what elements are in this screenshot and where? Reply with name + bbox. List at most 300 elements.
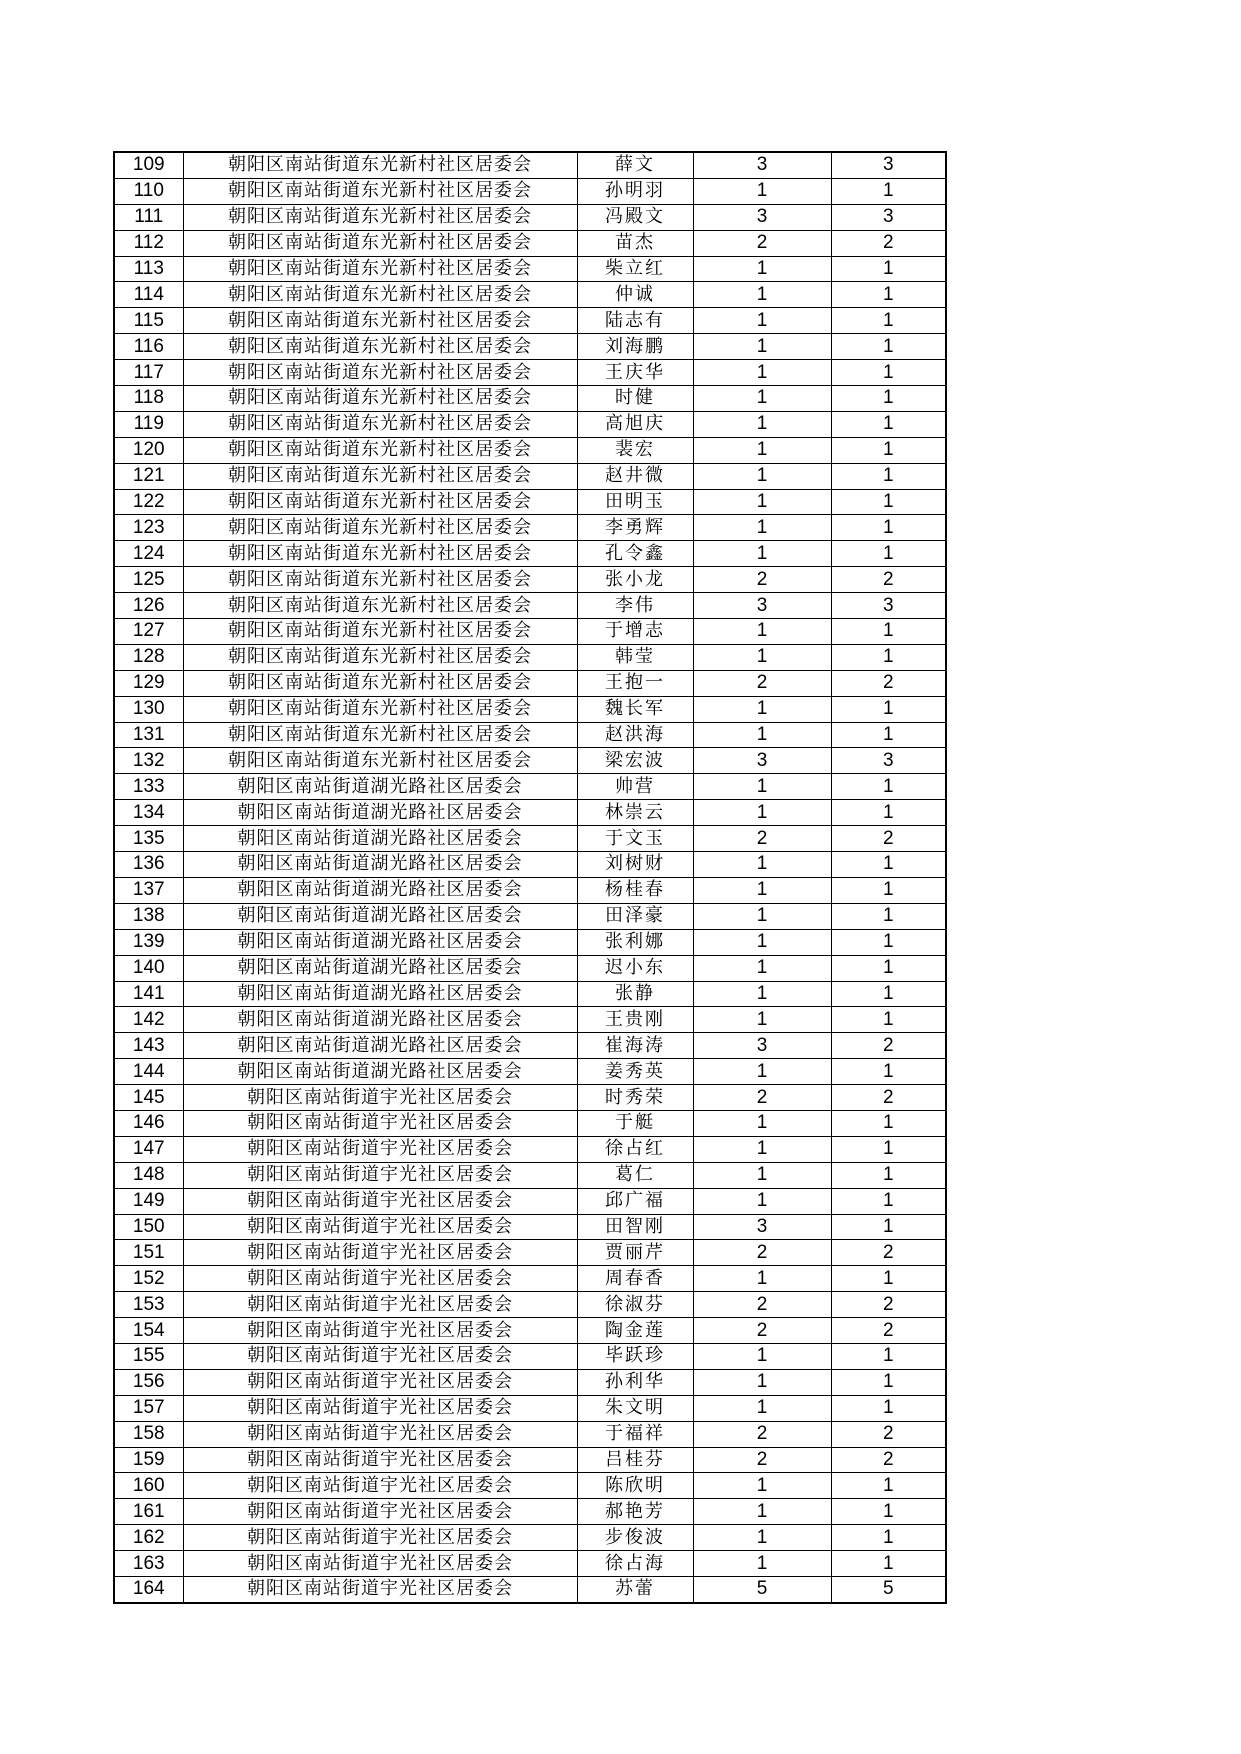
count-cell-b: 1 (831, 1188, 946, 1214)
row-number-cell: 145 (114, 1085, 183, 1111)
table-row (114, 800, 946, 826)
row-number-cell: 159 (114, 1447, 183, 1473)
count-cell-a: 1 (693, 541, 831, 567)
person-name-cell: 李伟 (577, 593, 693, 619)
person-name-cell: 葛仁 (577, 1162, 693, 1188)
table-row (114, 722, 946, 748)
table-row (114, 567, 946, 593)
organization-cell: 朝阳区南站街道东光新村社区居委会 (183, 722, 577, 748)
row-number-cell: 152 (114, 1266, 183, 1292)
count-cell-b: 1 (831, 1059, 946, 1085)
row-number-cell: 114 (114, 282, 183, 308)
person-name-cell: 徐占红 (577, 1136, 693, 1162)
count-cell-a: 1 (693, 1007, 831, 1033)
table-row (114, 1473, 946, 1499)
table-row (114, 929, 946, 955)
row-number-cell: 155 (114, 1343, 183, 1369)
count-cell-a: 1 (693, 1525, 831, 1551)
table-row (114, 955, 946, 981)
count-cell-a: 1 (693, 1343, 831, 1369)
person-name-cell: 冯殿文 (577, 204, 693, 230)
count-cell-a: 1 (693, 1188, 831, 1214)
count-cell-a: 1 (693, 955, 831, 981)
person-name-cell: 时健 (577, 386, 693, 412)
row-number-cell: 158 (114, 1421, 183, 1447)
count-cell-b: 2 (831, 1292, 946, 1318)
count-cell-a: 1 (693, 515, 831, 541)
row-number-cell: 153 (114, 1292, 183, 1318)
person-name-cell: 苗杰 (577, 230, 693, 256)
organization-cell: 朝阳区南站街道宇光社区居委会 (183, 1110, 577, 1136)
person-name-cell: 苏蕾 (577, 1576, 693, 1602)
person-name-cell: 周春香 (577, 1266, 693, 1292)
row-number-cell: 113 (114, 256, 183, 282)
row-number-cell: 111 (114, 204, 183, 230)
table-row (114, 1551, 946, 1577)
row-number-cell: 163 (114, 1551, 183, 1577)
row-number-cell: 123 (114, 515, 183, 541)
table-row (114, 1318, 946, 1344)
table-row (114, 1369, 946, 1395)
count-cell-a: 1 (693, 1266, 831, 1292)
row-number-cell: 143 (114, 1033, 183, 1059)
count-cell-a: 2 (693, 1240, 831, 1266)
table-row (114, 981, 946, 1007)
organization-cell: 朝阳区南站街道东光新村社区居委会 (183, 411, 577, 437)
count-cell-a: 1 (693, 282, 831, 308)
count-cell-b: 1 (831, 437, 946, 463)
person-name-cell: 步俊波 (577, 1525, 693, 1551)
count-cell-a: 1 (693, 852, 831, 878)
organization-cell: 朝阳区南站街道宇光社区居委会 (183, 1136, 577, 1162)
row-number-cell: 122 (114, 489, 183, 515)
count-cell-b: 1 (831, 178, 946, 204)
table-row (114, 1447, 946, 1473)
count-cell-a: 1 (693, 360, 831, 386)
table-row (114, 852, 946, 878)
count-cell-b: 2 (831, 670, 946, 696)
count-cell-b: 2 (831, 567, 946, 593)
person-name-cell: 陆志有 (577, 308, 693, 334)
person-name-cell: 时秀荣 (577, 1085, 693, 1111)
count-cell-b: 1 (831, 334, 946, 360)
count-cell-a: 1 (693, 1551, 831, 1577)
organization-cell: 朝阳区南站街道东光新村社区居委会 (183, 178, 577, 204)
count-cell-a: 1 (693, 1369, 831, 1395)
table-row (114, 1110, 946, 1136)
count-cell-a: 1 (693, 1110, 831, 1136)
person-name-cell: 朱文明 (577, 1395, 693, 1421)
organization-cell: 朝阳区南站街道宇光社区居委会 (183, 1318, 577, 1344)
organization-cell: 朝阳区南站街道东光新村社区居委会 (183, 619, 577, 645)
row-number-cell: 164 (114, 1576, 183, 1602)
row-number-cell: 135 (114, 826, 183, 852)
count-cell-b: 1 (831, 1551, 946, 1577)
count-cell-b: 1 (831, 774, 946, 800)
count-cell-a: 3 (693, 1033, 831, 1059)
table-row (114, 1395, 946, 1421)
organization-cell: 朝阳区南站街道湖光路社区居委会 (183, 981, 577, 1007)
table-row (114, 903, 946, 929)
count-cell-b: 1 (831, 1473, 946, 1499)
count-cell-a: 3 (693, 204, 831, 230)
organization-cell: 朝阳区南站街道东光新村社区居委会 (183, 567, 577, 593)
person-name-cell: 韩莹 (577, 644, 693, 670)
organization-cell: 朝阳区南站街道东光新村社区居委会 (183, 360, 577, 386)
person-name-cell: 刘海鹏 (577, 334, 693, 360)
table-row (114, 152, 946, 178)
row-number-cell: 137 (114, 877, 183, 903)
organization-cell: 朝阳区南站街道宇光社区居委会 (183, 1576, 577, 1602)
organization-cell: 朝阳区南站街道湖光路社区居委会 (183, 1059, 577, 1085)
count-cell-a: 3 (693, 593, 831, 619)
organization-cell: 朝阳区南站街道宇光社区居委会 (183, 1266, 577, 1292)
count-cell-a: 2 (693, 1085, 831, 1111)
organization-cell: 朝阳区南站街道宇光社区居委会 (183, 1214, 577, 1240)
person-name-cell: 田智刚 (577, 1214, 693, 1240)
person-name-cell: 于增志 (577, 619, 693, 645)
organization-cell: 朝阳区南站街道东光新村社区居委会 (183, 204, 577, 230)
row-number-cell: 126 (114, 593, 183, 619)
person-name-cell: 邱广福 (577, 1188, 693, 1214)
organization-cell: 朝阳区南站街道宇光社区居委会 (183, 1395, 577, 1421)
row-number-cell: 132 (114, 748, 183, 774)
table-row (114, 670, 946, 696)
count-cell-a: 1 (693, 489, 831, 515)
table-row (114, 1007, 946, 1033)
count-cell-b: 1 (831, 1266, 946, 1292)
row-number-cell: 109 (114, 152, 183, 178)
row-number-cell: 162 (114, 1525, 183, 1551)
count-cell-a: 1 (693, 929, 831, 955)
table-row (114, 877, 946, 903)
table-row (114, 1059, 946, 1085)
count-cell-b: 1 (831, 1343, 946, 1369)
organization-cell: 朝阳区南站街道东光新村社区居委会 (183, 644, 577, 670)
count-cell-b: 1 (831, 1110, 946, 1136)
row-number-cell: 115 (114, 308, 183, 334)
count-cell-b: 1 (831, 800, 946, 826)
organization-cell: 朝阳区南站街道宇光社区居委会 (183, 1240, 577, 1266)
organization-cell: 朝阳区南站街道东光新村社区居委会 (183, 230, 577, 256)
table-row (114, 1136, 946, 1162)
count-cell-b: 1 (831, 1499, 946, 1525)
person-name-cell: 薛文 (577, 152, 693, 178)
organization-cell: 朝阳区南站街道宇光社区居委会 (183, 1499, 577, 1525)
table-row (114, 619, 946, 645)
person-name-cell: 于艇 (577, 1110, 693, 1136)
count-cell-a: 2 (693, 826, 831, 852)
row-number-cell: 125 (114, 567, 183, 593)
person-name-cell: 裴宏 (577, 437, 693, 463)
organization-cell: 朝阳区南站街道宇光社区居委会 (183, 1421, 577, 1447)
row-number-cell: 146 (114, 1110, 183, 1136)
table-row (114, 463, 946, 489)
organization-cell: 朝阳区南站街道东光新村社区居委会 (183, 670, 577, 696)
person-name-cell: 张小龙 (577, 567, 693, 593)
count-cell-b: 1 (831, 282, 946, 308)
table-row (114, 1576, 946, 1602)
person-name-cell: 孙明羽 (577, 178, 693, 204)
count-cell-b: 1 (831, 386, 946, 412)
row-number-cell: 157 (114, 1395, 183, 1421)
count-cell-a: 1 (693, 437, 831, 463)
count-cell-b: 3 (831, 204, 946, 230)
organization-cell: 朝阳区南站街道宇光社区居委会 (183, 1188, 577, 1214)
table-row (114, 541, 946, 567)
person-name-cell: 徐占海 (577, 1551, 693, 1577)
table-row (114, 774, 946, 800)
organization-cell: 朝阳区南站街道宇光社区居委会 (183, 1343, 577, 1369)
table-row (114, 1033, 946, 1059)
organization-cell: 朝阳区南站街道湖光路社区居委会 (183, 877, 577, 903)
person-name-cell: 赵井微 (577, 463, 693, 489)
person-name-cell: 孔令鑫 (577, 541, 693, 567)
row-number-cell: 142 (114, 1007, 183, 1033)
count-cell-b: 1 (831, 1214, 946, 1240)
count-cell-a: 3 (693, 1214, 831, 1240)
table-body (114, 152, 946, 1603)
count-cell-b: 2 (831, 1033, 946, 1059)
organization-cell: 朝阳区南站街道湖光路社区居委会 (183, 826, 577, 852)
count-cell-a: 1 (693, 774, 831, 800)
count-cell-b: 3 (831, 748, 946, 774)
count-cell-a: 5 (693, 1576, 831, 1602)
row-number-cell: 154 (114, 1318, 183, 1344)
count-cell-b: 1 (831, 696, 946, 722)
table-row (114, 256, 946, 282)
table-row (114, 696, 946, 722)
table-row (114, 593, 946, 619)
count-cell-a: 1 (693, 696, 831, 722)
person-name-cell: 孙利华 (577, 1369, 693, 1395)
count-cell-a: 1 (693, 411, 831, 437)
organization-cell: 朝阳区南站街道湖光路社区居委会 (183, 929, 577, 955)
organization-cell: 朝阳区南站街道湖光路社区居委会 (183, 1007, 577, 1033)
organization-cell: 朝阳区南站街道宇光社区居委会 (183, 1551, 577, 1577)
organization-cell: 朝阳区南站街道湖光路社区居委会 (183, 800, 577, 826)
row-number-cell: 149 (114, 1188, 183, 1214)
person-name-cell: 田明玉 (577, 489, 693, 515)
organization-cell: 朝阳区南站街道湖光路社区居委会 (183, 852, 577, 878)
row-number-cell: 140 (114, 955, 183, 981)
row-number-cell: 110 (114, 178, 183, 204)
count-cell-b: 1 (831, 463, 946, 489)
row-number-cell: 138 (114, 903, 183, 929)
row-number-cell: 150 (114, 1214, 183, 1240)
count-cell-a: 1 (693, 1473, 831, 1499)
count-cell-b: 2 (831, 1421, 946, 1447)
person-name-cell: 李勇辉 (577, 515, 693, 541)
count-cell-b: 3 (831, 152, 946, 178)
person-name-cell: 赵洪海 (577, 722, 693, 748)
table-row (114, 204, 946, 230)
person-name-cell: 帅营 (577, 774, 693, 800)
count-cell-a: 1 (693, 463, 831, 489)
count-cell-a: 1 (693, 619, 831, 645)
count-cell-a: 1 (693, 1162, 831, 1188)
count-cell-a: 3 (693, 152, 831, 178)
count-cell-a: 1 (693, 1136, 831, 1162)
row-number-cell: 112 (114, 230, 183, 256)
organization-cell: 朝阳区南站街道东光新村社区居委会 (183, 308, 577, 334)
person-name-cell: 吕桂芬 (577, 1447, 693, 1473)
organization-cell: 朝阳区南站街道东光新村社区居委会 (183, 593, 577, 619)
person-name-cell: 仲诚 (577, 282, 693, 308)
person-name-cell: 陶金莲 (577, 1318, 693, 1344)
count-cell-b: 2 (831, 1085, 946, 1111)
count-cell-b: 1 (831, 1369, 946, 1395)
person-name-cell: 郝艳芳 (577, 1499, 693, 1525)
count-cell-b: 1 (831, 644, 946, 670)
person-name-cell: 高旭庆 (577, 411, 693, 437)
row-number-cell: 124 (114, 541, 183, 567)
count-cell-b: 1 (831, 1007, 946, 1033)
count-cell-a: 1 (693, 800, 831, 826)
person-name-cell: 贾丽芹 (577, 1240, 693, 1266)
row-number-cell: 161 (114, 1499, 183, 1525)
table-row (114, 1266, 946, 1292)
table-row (114, 748, 946, 774)
table-row (114, 282, 946, 308)
person-name-cell: 张利娜 (577, 929, 693, 955)
count-cell-b: 1 (831, 411, 946, 437)
count-cell-b: 2 (831, 1240, 946, 1266)
organization-cell: 朝阳区南站街道宇光社区居委会 (183, 1162, 577, 1188)
row-number-cell: 141 (114, 981, 183, 1007)
organization-cell: 朝阳区南站街道宇光社区居委会 (183, 1292, 577, 1318)
table-row (114, 334, 946, 360)
count-cell-b: 1 (831, 1162, 946, 1188)
data-table (113, 151, 947, 1604)
organization-cell: 朝阳区南站街道东光新村社区居委会 (183, 463, 577, 489)
table-row (114, 308, 946, 334)
table-row (114, 1525, 946, 1551)
count-cell-a: 1 (693, 1395, 831, 1421)
organization-cell: 朝阳区南站街道东光新村社区居委会 (183, 696, 577, 722)
organization-cell: 朝阳区南站街道东光新村社区居委会 (183, 748, 577, 774)
count-cell-a: 1 (693, 903, 831, 929)
count-cell-a: 2 (693, 1292, 831, 1318)
table-row (114, 515, 946, 541)
person-name-cell: 徐淑芬 (577, 1292, 693, 1318)
organization-cell: 朝阳区南站街道宇光社区居委会 (183, 1369, 577, 1395)
table-row (114, 1162, 946, 1188)
organization-cell: 朝阳区南站街道宇光社区居委会 (183, 1473, 577, 1499)
row-number-cell: 121 (114, 463, 183, 489)
count-cell-b: 1 (831, 981, 946, 1007)
count-cell-b: 1 (831, 1525, 946, 1551)
count-cell-b: 1 (831, 877, 946, 903)
count-cell-b: 1 (831, 619, 946, 645)
count-cell-a: 1 (693, 308, 831, 334)
organization-cell: 朝阳区南站街道东光新村社区居委会 (183, 282, 577, 308)
count-cell-b: 1 (831, 903, 946, 929)
organization-cell: 朝阳区南站街道宇光社区居委会 (183, 1447, 577, 1473)
organization-cell: 朝阳区南站街道湖光路社区居委会 (183, 774, 577, 800)
organization-cell: 朝阳区南站街道东光新村社区居委会 (183, 152, 577, 178)
organization-cell: 朝阳区南站街道宇光社区居委会 (183, 1525, 577, 1551)
person-name-cell: 梁宏波 (577, 748, 693, 774)
table-row (114, 230, 946, 256)
row-number-cell: 139 (114, 929, 183, 955)
table-row (114, 1343, 946, 1369)
person-name-cell: 于文玉 (577, 826, 693, 852)
count-cell-a: 2 (693, 230, 831, 256)
count-cell-b: 1 (831, 929, 946, 955)
count-cell-b: 2 (831, 826, 946, 852)
row-number-cell: 128 (114, 644, 183, 670)
table-row (114, 360, 946, 386)
row-number-cell: 119 (114, 411, 183, 437)
table-row (114, 644, 946, 670)
person-name-cell: 林崇云 (577, 800, 693, 826)
row-number-cell: 134 (114, 800, 183, 826)
person-name-cell: 杨桂春 (577, 877, 693, 903)
person-name-cell: 王贵刚 (577, 1007, 693, 1033)
table-row (114, 1499, 946, 1525)
row-number-cell: 118 (114, 386, 183, 412)
count-cell-b: 3 (831, 593, 946, 619)
table-row (114, 386, 946, 412)
count-cell-a: 2 (693, 1421, 831, 1447)
count-cell-b: 2 (831, 230, 946, 256)
table-row (114, 437, 946, 463)
row-number-cell: 120 (114, 437, 183, 463)
count-cell-b: 2 (831, 1318, 946, 1344)
organization-cell: 朝阳区南站街道湖光路社区居委会 (183, 903, 577, 929)
table-row (114, 411, 946, 437)
row-number-cell: 144 (114, 1059, 183, 1085)
person-name-cell: 姜秀英 (577, 1059, 693, 1085)
count-cell-a: 1 (693, 722, 831, 748)
table-row (114, 1214, 946, 1240)
person-name-cell: 田泽豪 (577, 903, 693, 929)
count-cell-b: 5 (831, 1576, 946, 1602)
count-cell-b: 1 (831, 308, 946, 334)
person-name-cell: 迟小东 (577, 955, 693, 981)
organization-cell: 朝阳区南站街道东光新村社区居委会 (183, 386, 577, 412)
table-row (114, 1188, 946, 1214)
count-cell-a: 2 (693, 1447, 831, 1473)
count-cell-b: 1 (831, 256, 946, 282)
count-cell-a: 1 (693, 256, 831, 282)
person-name-cell: 于福祥 (577, 1421, 693, 1447)
count-cell-a: 3 (693, 748, 831, 774)
count-cell-b: 1 (831, 955, 946, 981)
organization-cell: 朝阳区南站街道宇光社区居委会 (183, 1085, 577, 1111)
count-cell-b: 1 (831, 1395, 946, 1421)
count-cell-a: 1 (693, 981, 831, 1007)
person-name-cell: 张静 (577, 981, 693, 1007)
count-cell-b: 1 (831, 515, 946, 541)
organization-cell: 朝阳区南站街道东光新村社区居委会 (183, 256, 577, 282)
table-row (114, 489, 946, 515)
row-number-cell: 117 (114, 360, 183, 386)
row-number-cell: 151 (114, 1240, 183, 1266)
row-number-cell: 116 (114, 334, 183, 360)
person-name-cell: 刘树财 (577, 852, 693, 878)
count-cell-a: 1 (693, 334, 831, 360)
organization-cell: 朝阳区南站街道东光新村社区居委会 (183, 334, 577, 360)
table-row (114, 1085, 946, 1111)
count-cell-b: 2 (831, 1447, 946, 1473)
count-cell-a: 1 (693, 644, 831, 670)
row-number-cell: 156 (114, 1369, 183, 1395)
row-number-cell: 130 (114, 696, 183, 722)
organization-cell: 朝阳区南站街道湖光路社区居委会 (183, 1033, 577, 1059)
person-name-cell: 柴立红 (577, 256, 693, 282)
